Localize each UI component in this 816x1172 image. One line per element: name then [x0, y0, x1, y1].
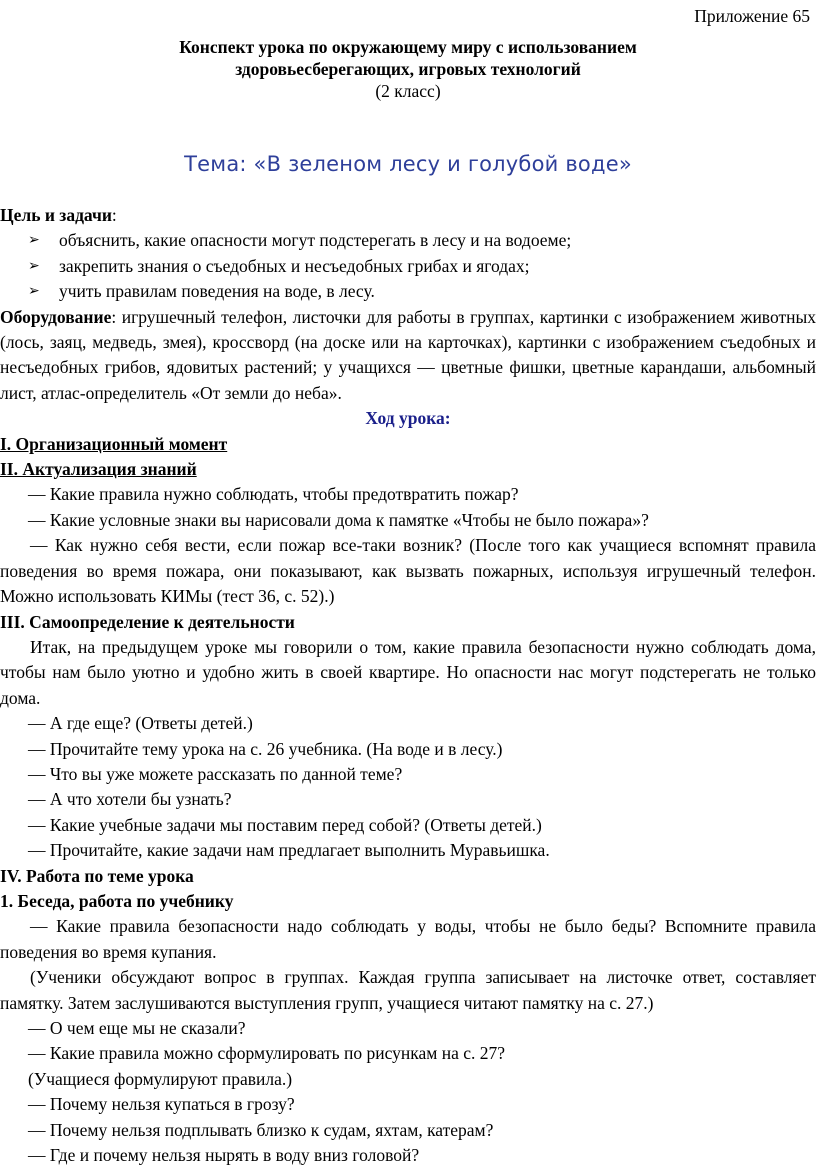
lesson-heading: Ход урока: — [365, 408, 451, 429]
section-heading-3: III. Самоопределение к деятельности — [0, 611, 295, 632]
goal-item — [0, 254, 816, 279]
goal-text: учить правилам поведения на воде, в лесу. — [59, 281, 375, 302]
arrow-bullet-icon: ➢ — [28, 257, 40, 274]
equipment-paragraph — [0, 305, 816, 407]
goals-label: Цель и задачи — [0, 205, 112, 225]
question-line: — Что вы уже можете рассказать по данной теме? — [28, 763, 403, 784]
section-heading-2: II. Актуализация знаний — [0, 459, 197, 480]
question-line: — Прочитайте, какие задачи нам предлагает выполнить Муравьишка. — [28, 840, 550, 861]
goal-item — [0, 279, 816, 304]
goals-list — [0, 228, 816, 304]
question-line: — Почему нельзя купаться в грозу? — [28, 1094, 295, 1115]
lesson-theme: Тема: «В зеленом лесу и голубой воде» — [184, 152, 632, 176]
question-line: (Учащиеся формулируют правила.) — [28, 1068, 293, 1089]
question-line: — О чем еще мы не сказали? — [28, 1018, 246, 1038]
equipment-label: Оборудование — [0, 306, 112, 327]
grade-label: (2 класс) — [375, 81, 441, 101]
content-body — [0, 203, 816, 1168]
section-heading-1: I. Организационный момент — [0, 433, 228, 454]
question-line: — Почему нельзя подплывать близко к судам, яхтам, катерам? — [28, 1119, 494, 1140]
section-4-paragraph-1: — Какие правила безопасности надо соблюдать у воды, чтобы не было беды? Вспомните правила поведения во время купания. — [0, 916, 816, 962]
question-line: — Какие учебные задачи мы поставим перед собой? (Ответы детей.) — [28, 814, 542, 835]
question-line: — Какие условные знаки вы нарисовали дома к памятке «Чтобы не было пожара»? — [28, 509, 649, 530]
question-line: — А где еще? (Ответы детей.) — [28, 713, 253, 734]
section-4-paragraph-2: (Ученики обсуждают вопрос в группах. Каждая группа записывает на листочке ответ, составляет памятку. Затем заслушиваются выступления групп, учащиеся читают памятку на с. 27.) — [0, 967, 816, 1013]
appendix-label: Приложение 65 — [694, 6, 810, 26]
question-line: — Прочитайте тему урока на с. 26 учебника. (На воде и в лесу.) — [28, 738, 503, 759]
goal-item — [0, 228, 816, 253]
question-line: — Где и почему нельзя нырять в воду вниз головой? — [28, 1145, 420, 1166]
equipment-text: : игрушечный телефон, листочки для работы в группах, картинки с изображением животных (лось, заяц, медведь, змея), кроссворд (на доске или на карточках), картинки с изображением съедобных и несъедобных грибов, ядовитых растений; у учащихся — цветные фишки, цветные карандаши, альбомный лист, атлас-определитель «От земли до неба». — [0, 306, 816, 403]
title-block — [0, 36, 816, 102]
question-line: — Какие правила нужно соблюдать, чтобы предотвратить пожар? — [28, 484, 519, 505]
title-line-2: здоровьесберегающих, игровых технологий — [235, 59, 581, 79]
question-line: — А что хотели бы узнать? — [28, 789, 232, 810]
arrow-bullet-icon: ➢ — [28, 232, 40, 249]
subsection-heading-1: 1. Беседа, работа по учебнику — [0, 890, 234, 911]
section-3-paragraph: Итак, на предыдущем уроке мы говорили о том, какие правила безопасности нужно соблюдать дома, чтобы нам было уютно и удобно жить в своей квартире. Но опасности нас могут подстерегать не только дома. — [0, 636, 816, 708]
goal-text: объяснить, какие опасности могут подстерегать в лесу и на водоеме; — [59, 230, 572, 251]
title-line-1: Конспект урока по окружающему миру с использованием — [179, 37, 637, 57]
question-paragraph: — Как нужно себя вести, если пожар все-таки возник? (После того как учащиеся вспомнят правила поведения во время пожара, они показывают, как вызвать пожарных, используя игрушечный телефон. Можно использовать КИМы (тест 36, с. 52).) — [0, 535, 816, 607]
question-line: — Какие правила можно сформулировать по рисункам на с. 27? — [28, 1043, 506, 1064]
goal-text: закрепить знания о съедобных и несъедобных грибах и ягодах; — [59, 255, 530, 276]
section-heading-4: IV. Работа по теме урока — [0, 865, 194, 886]
arrow-bullet-icon: ➢ — [28, 283, 40, 300]
goals-heading: Цель и задачи: — [0, 205, 117, 225]
